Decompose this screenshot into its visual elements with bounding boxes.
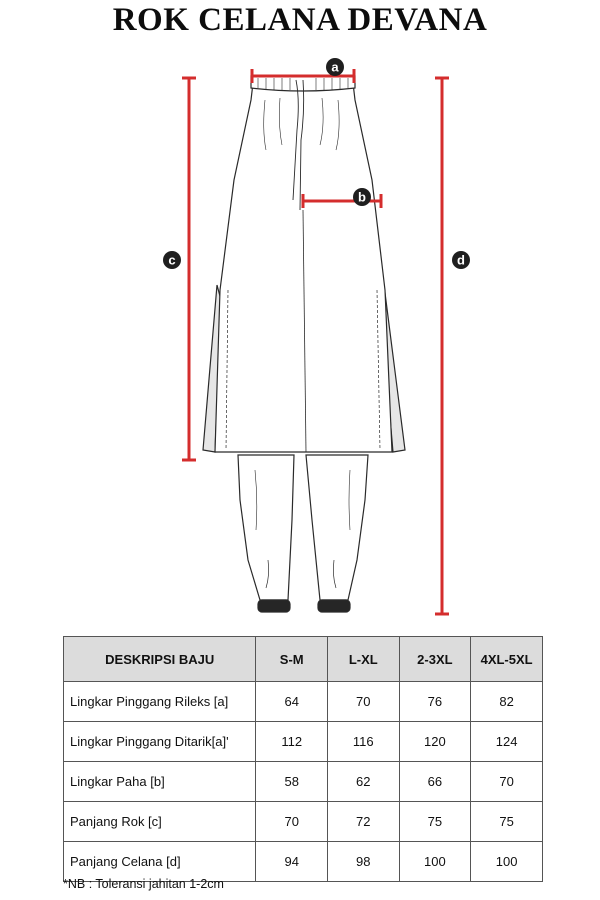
table-header-row [64, 637, 543, 682]
table-cell: 76 [399, 682, 471, 722]
column-header: DESKRIPSI BAJU [64, 637, 256, 682]
svg-text:a: a [331, 59, 339, 75]
marker-c [163, 251, 181, 269]
pants-illustration [238, 455, 368, 612]
table-cell: 70 [256, 802, 328, 842]
table-cell: 62 [327, 762, 399, 802]
table-row [64, 842, 543, 882]
row-label: Lingkar Pinggang Ditarik[a]' [64, 722, 256, 762]
table-cell: 58 [256, 762, 328, 802]
svg-text:b: b [358, 189, 366, 205]
table-row [64, 802, 543, 842]
column-header: 4XL-5XL [471, 637, 543, 682]
tolerance-note: *NB : Toleransi jahitan 1-2cm [63, 877, 224, 891]
table-cell: 75 [399, 802, 471, 842]
table-cell: 70 [471, 762, 543, 802]
right-cuff [318, 600, 350, 612]
left-pant-leg [238, 455, 294, 600]
table-cell: 82 [471, 682, 543, 722]
column-header: 2-3XL [399, 637, 471, 682]
skirt-illustration [203, 76, 405, 452]
row-label: Lingkar Paha [b] [64, 762, 256, 802]
table-cell: 124 [471, 722, 543, 762]
marker-d [452, 251, 470, 269]
column-header: S-M [256, 637, 328, 682]
table-cell: 100 [399, 842, 471, 882]
marker-b [353, 188, 371, 206]
table-cell: 64 [256, 682, 328, 722]
measure-d [435, 78, 449, 614]
table-cell: 98 [327, 842, 399, 882]
measure-c [182, 78, 196, 460]
table-cell: 94 [256, 842, 328, 882]
table-cell: 66 [399, 762, 471, 802]
table-row [64, 762, 543, 802]
table-cell: 100 [471, 842, 543, 882]
table-cell: 120 [399, 722, 471, 762]
left-cuff [258, 600, 290, 612]
svg-text:c: c [168, 252, 176, 268]
svg-text:d: d [457, 252, 465, 268]
column-header: L-XL [327, 637, 399, 682]
table-cell: 116 [327, 722, 399, 762]
table-cell: 75 [471, 802, 543, 842]
table-row [64, 722, 543, 762]
table-cell: 72 [327, 802, 399, 842]
right-pant-leg [306, 455, 368, 600]
table-row [64, 682, 543, 722]
table-cell: 70 [327, 682, 399, 722]
marker-a [326, 58, 344, 76]
row-label: Panjang Celana [d] [64, 842, 256, 882]
table-cell: 112 [256, 722, 328, 762]
row-label: Lingkar Pinggang Rileks [a] [64, 682, 256, 722]
row-label: Panjang Rok [c] [64, 802, 256, 842]
size-table [63, 636, 543, 882]
page-title: ROK CELANA DEVANA [112, 2, 488, 38]
